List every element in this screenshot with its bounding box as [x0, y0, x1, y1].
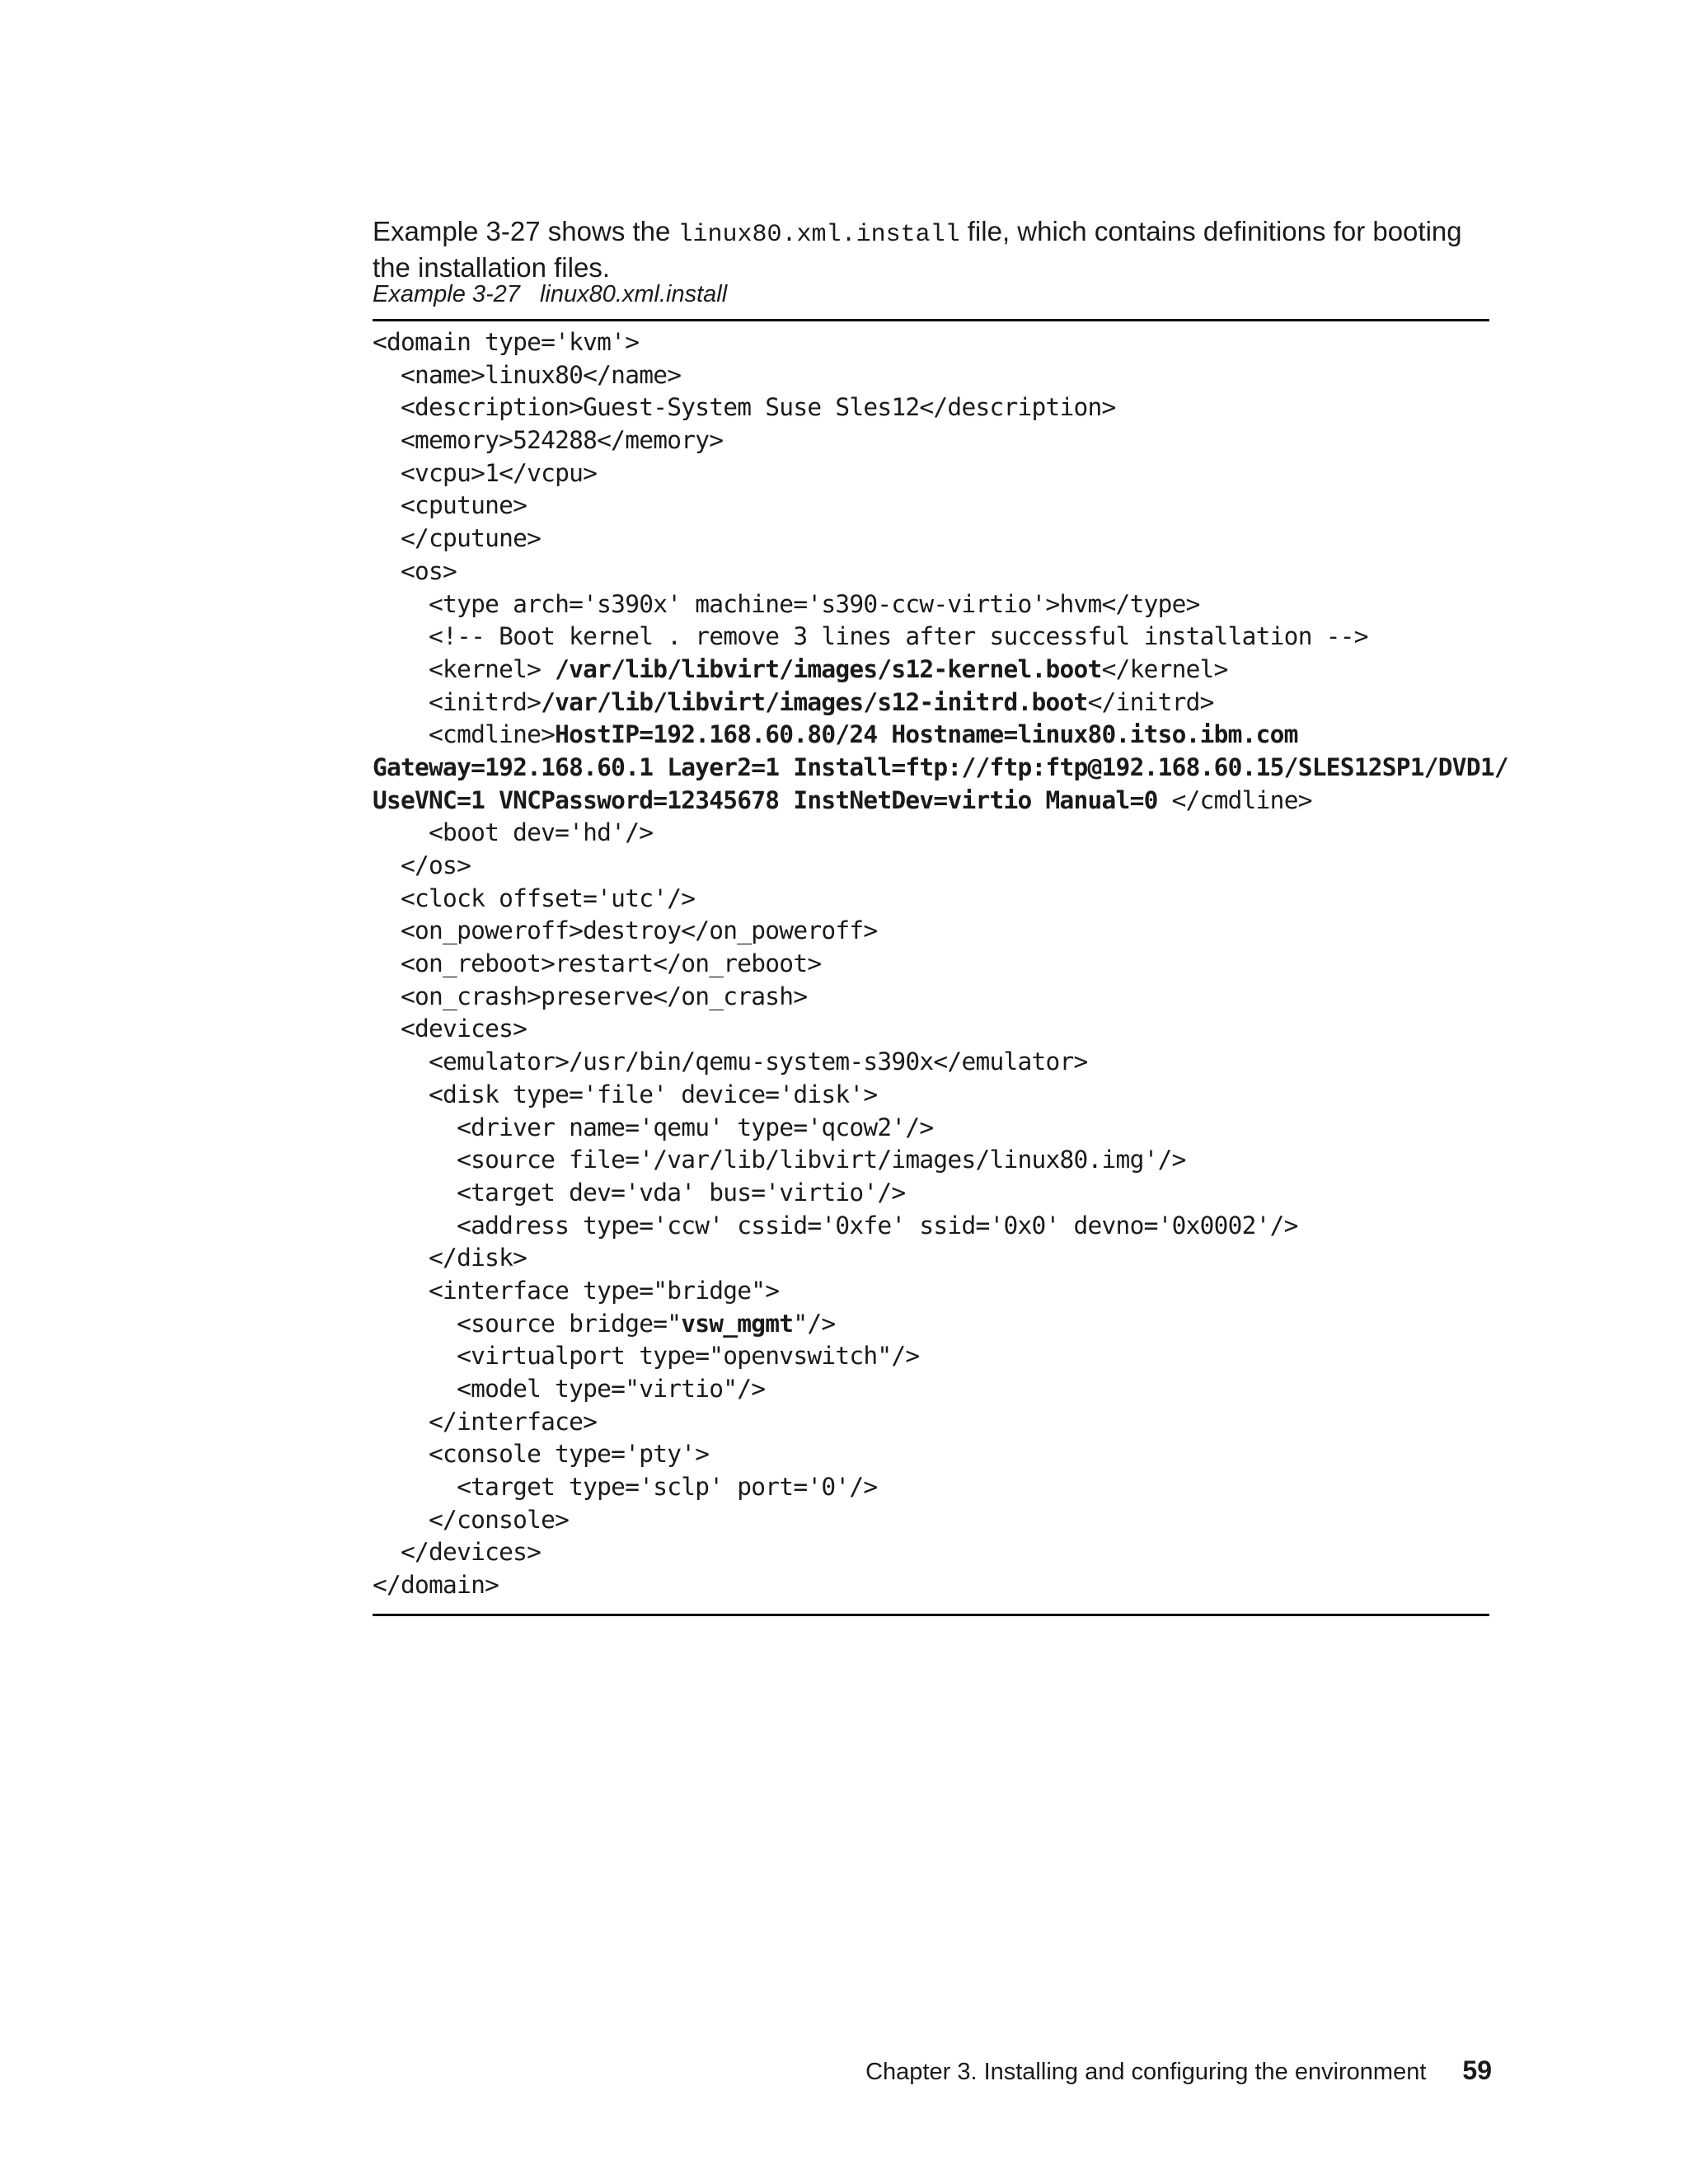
- code-segment: <model type="virtio"/>: [373, 1375, 766, 1403]
- code-segment: <type arch='s390x' machine='s390-ccw-virtio'>hvm</type>: [373, 589, 1200, 618]
- code-line: [373, 1308, 1508, 1341]
- code-line: [373, 1406, 1508, 1439]
- code-segment: <domain type='kvm'>: [373, 328, 640, 356]
- code-segment: <!-- Boot kernel . remove 3 lines after successful installation -->: [373, 622, 1368, 651]
- code-segment-bold: /var/lib/libvirt/images/s12-kernel.boot: [555, 654, 1102, 683]
- example-top-rule: [373, 319, 1489, 321]
- example-caption: [373, 281, 727, 308]
- code-segment: <kernel>: [373, 654, 556, 683]
- code-segment: <source file='/var/lib/libvirt/images/linux80.img'/>: [373, 1146, 1186, 1174]
- code-line: [373, 1569, 1508, 1602]
- code-line: [373, 359, 1508, 392]
- code-line: [373, 490, 1508, 523]
- code-line: [373, 1438, 1508, 1471]
- code-segment: <source bridge=": [373, 1309, 682, 1338]
- code-line: [373, 1242, 1508, 1275]
- code-segment-bold: UseVNC=1 VNCPassword=12345678 InstNetDev=virtio Manual=0: [373, 785, 1158, 814]
- code-segment: </cmdline>: [1157, 785, 1312, 814]
- code-line: [373, 1373, 1508, 1406]
- code-line: [373, 1079, 1508, 1112]
- code-segment-bold: /var/lib/libvirt/images/s12-initrd.boot: [541, 687, 1088, 716]
- code-segment: </domain>: [373, 1571, 499, 1600]
- code-line: [373, 1210, 1508, 1243]
- code-segment: <name>linux80</name>: [373, 360, 682, 389]
- code-line: [373, 687, 1508, 719]
- code-segment-bold: HostIP=192.168.60.80/24 Hostname=linux80.itso.ibm.com: [555, 720, 1298, 749]
- code-segment: </initrd>: [1087, 687, 1214, 716]
- page-footer: [865, 2055, 1492, 2086]
- intro-paragraph: [373, 215, 1493, 284]
- code-segment: <on_crash>preserve</on_crash>: [373, 982, 808, 1010]
- code-segment: </cputune>: [373, 524, 542, 553]
- code-line: [373, 1471, 1508, 1504]
- code-segment: "/>: [793, 1309, 836, 1338]
- code-segment: <cmdline>: [373, 720, 556, 749]
- code-segment: <virtualport type="openvswitch"/>: [373, 1342, 920, 1371]
- code-line: [373, 1013, 1508, 1046]
- example-title: linux80.xml.install: [539, 281, 728, 307]
- code-segment: </kernel>: [1101, 654, 1228, 683]
- code-segment: <description>Guest-System Suse Sles12</description>: [373, 393, 1116, 422]
- code-line: [373, 1112, 1508, 1145]
- code-line: [373, 391, 1508, 424]
- code-line: [373, 1046, 1508, 1079]
- code-segment: <address type='ccw' cssid='0xfe' ssid='0x0' devno='0x0002'/>: [373, 1211, 1298, 1240]
- intro-text-before: Example 3-27 shows the: [373, 216, 678, 246]
- code-line: [373, 752, 1508, 785]
- code-line: [373, 654, 1508, 687]
- code-line: [373, 326, 1508, 359]
- code-line: [373, 719, 1508, 752]
- code-line: [373, 883, 1508, 916]
- code-listing: [373, 326, 1508, 1602]
- code-line: [373, 1340, 1508, 1373]
- code-segment: <target dev='vda' bus='virtio'/>: [373, 1178, 906, 1207]
- code-segment: <console type='pty'>: [373, 1440, 710, 1469]
- code-line: [373, 850, 1508, 883]
- code-line: [373, 1144, 1508, 1177]
- example-label: Example 3-27: [373, 281, 520, 307]
- code-segment: </interface>: [373, 1407, 598, 1436]
- code-segment: </devices>: [373, 1538, 542, 1567]
- code-segment: </console>: [373, 1505, 570, 1534]
- code-segment: <interface type="bridge">: [373, 1276, 780, 1305]
- code-line: [373, 981, 1508, 1014]
- code-segment: <boot dev='hd'/>: [373, 818, 654, 847]
- code-segment: <target type='sclp' port='0'/>: [373, 1473, 878, 1502]
- code-line: [373, 523, 1508, 555]
- code-line: [373, 1536, 1508, 1569]
- code-segment: <disk type='file' device='disk'>: [373, 1080, 878, 1108]
- code-line: [373, 948, 1508, 981]
- code-segment: <driver name='qemu' type='qcow2'/>: [373, 1113, 934, 1141]
- example-bottom-rule: [373, 1614, 1489, 1616]
- code-line: [373, 555, 1508, 588]
- code-line: [373, 621, 1508, 654]
- code-segment: <emulator>/usr/bin/qemu-system-s390x</emulator>: [373, 1047, 1088, 1076]
- code-line: [373, 588, 1508, 621]
- code-segment: </disk>: [373, 1244, 528, 1272]
- code-segment: <cputune>: [373, 491, 528, 520]
- code-segment: <vcpu>1</vcpu>: [373, 458, 598, 487]
- code-segment: </os>: [373, 851, 471, 879]
- code-segment: <os>: [373, 556, 457, 585]
- intro-text-after: file, which contains definitions for booting the installation files.: [373, 216, 1462, 283]
- code-segment: <on_poweroff>destroy</on_poweroff>: [373, 916, 878, 945]
- code-line: [373, 457, 1508, 490]
- page-number: 59: [1462, 2055, 1492, 2085]
- code-line: [373, 915, 1508, 948]
- code-segment: <initrd>: [373, 687, 542, 716]
- code-segment: <devices>: [373, 1015, 528, 1043]
- code-line: [373, 1177, 1508, 1210]
- code-segment-bold: vsw_mgmt: [681, 1309, 794, 1338]
- footer-chapter-title: Chapter 3. Installing and configuring the environment: [865, 2059, 1427, 2085]
- code-line: [373, 424, 1508, 457]
- code-line: [373, 1504, 1508, 1537]
- code-line: [373, 817, 1508, 850]
- code-line: [373, 1275, 1508, 1308]
- code-segment-bold: Gateway=192.168.60.1 Layer2=1 Install=ftp://ftp:ftp@192.168.60.15/SLES12SP1/DVD1/: [373, 752, 1508, 781]
- code-segment: <memory>524288</memory>: [373, 426, 724, 455]
- code-segment: <on_reboot>restart</on_reboot>: [373, 949, 822, 978]
- intro-filename: linux80.xml.install: [678, 221, 960, 249]
- code-line: [373, 785, 1508, 818]
- code-segment: <clock offset='utc'/>: [373, 883, 696, 912]
